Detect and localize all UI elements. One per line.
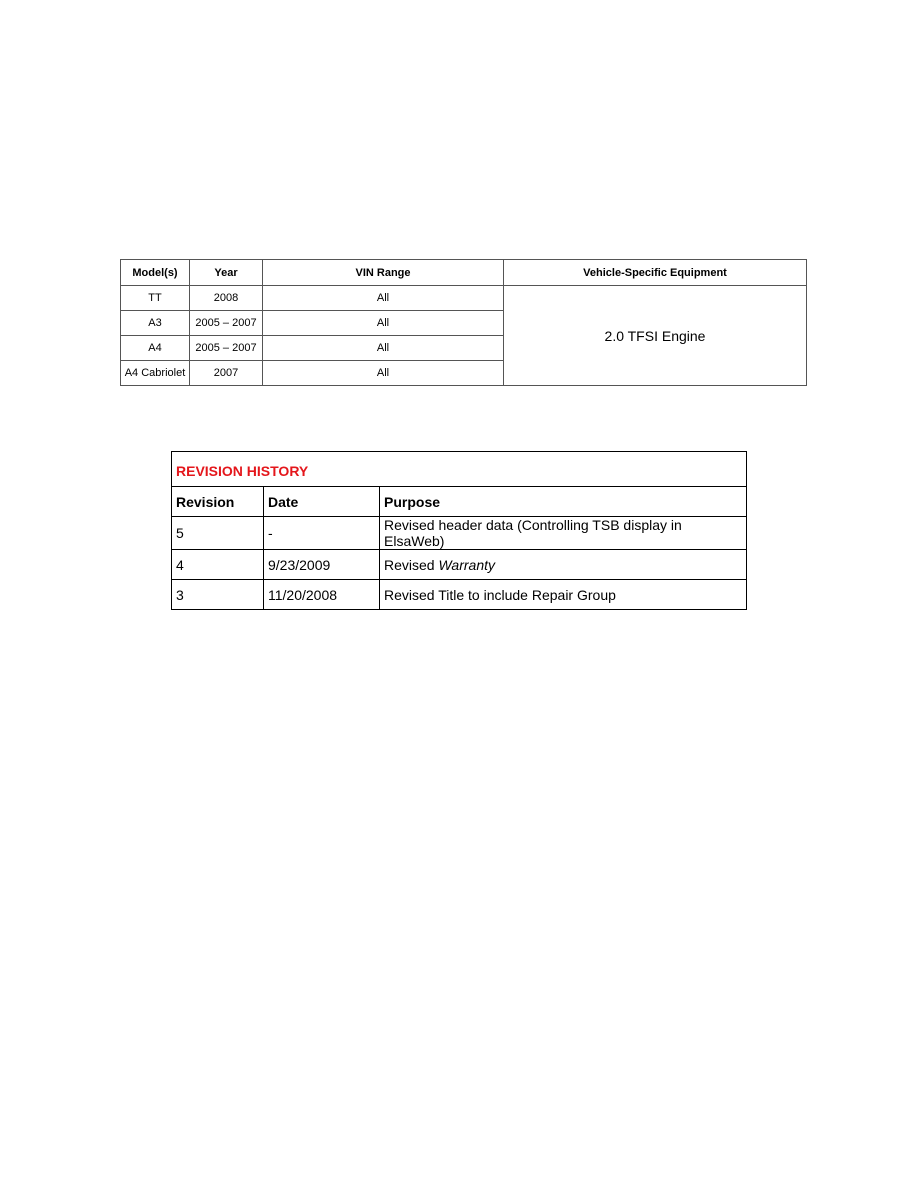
purpose-emphasis: Warranty bbox=[438, 556, 496, 573]
vin-range-cell: All bbox=[263, 286, 504, 311]
column-header-purpose: Purpose bbox=[380, 487, 747, 517]
date-cell: 9/23/2009 bbox=[264, 550, 380, 580]
purpose-cell bbox=[380, 550, 747, 580]
vehicle-applicability-table bbox=[120, 259, 807, 386]
year-cell: 2005 – 2007 bbox=[190, 336, 263, 361]
year-cell: 2008 bbox=[190, 286, 263, 311]
column-header-date: Date bbox=[264, 487, 380, 517]
year-cell: 2005 – 2007 bbox=[190, 311, 263, 336]
vin-range-cell: All bbox=[263, 361, 504, 386]
table-row bbox=[172, 580, 747, 610]
model-cell: A4 Cabriolet bbox=[121, 361, 190, 386]
vin-range-cell: All bbox=[263, 336, 504, 361]
model-cell: A3 bbox=[121, 311, 190, 336]
year-cell: 2007 bbox=[190, 361, 263, 386]
purpose-cell: Revised header data (Controlling TSB display in ElsaWeb) bbox=[380, 517, 747, 550]
column-header-revision: Revision bbox=[172, 487, 264, 517]
revision-history-title: REVISION HISTORY bbox=[172, 452, 747, 487]
equipment-cell: 2.0 TFSI Engine bbox=[504, 286, 807, 386]
revision-history-table bbox=[171, 451, 747, 610]
table-row bbox=[172, 550, 747, 580]
table-row bbox=[172, 517, 747, 550]
table-header-row bbox=[121, 260, 807, 286]
revision-cell: 5 bbox=[172, 517, 264, 550]
column-header-vin-range: VIN Range bbox=[263, 260, 504, 286]
revision-title-row bbox=[172, 452, 747, 487]
revision-cell: 3 bbox=[172, 580, 264, 610]
column-header-models: Model(s) bbox=[121, 260, 190, 286]
column-header-equipment: Vehicle-Specific Equipment bbox=[504, 260, 807, 286]
revision-cell: 4 bbox=[172, 550, 264, 580]
model-cell: TT bbox=[121, 286, 190, 311]
date-cell: 11/20/2008 bbox=[264, 580, 380, 610]
table-row bbox=[121, 286, 807, 311]
table-header-row bbox=[172, 487, 747, 517]
purpose-cell: Revised Title to include Repair Group bbox=[380, 580, 747, 610]
model-cell: A4 bbox=[121, 336, 190, 361]
purpose-text: Revised bbox=[384, 556, 439, 573]
vin-range-cell: All bbox=[263, 311, 504, 336]
column-header-year: Year bbox=[190, 260, 263, 286]
date-cell: - bbox=[264, 517, 380, 550]
